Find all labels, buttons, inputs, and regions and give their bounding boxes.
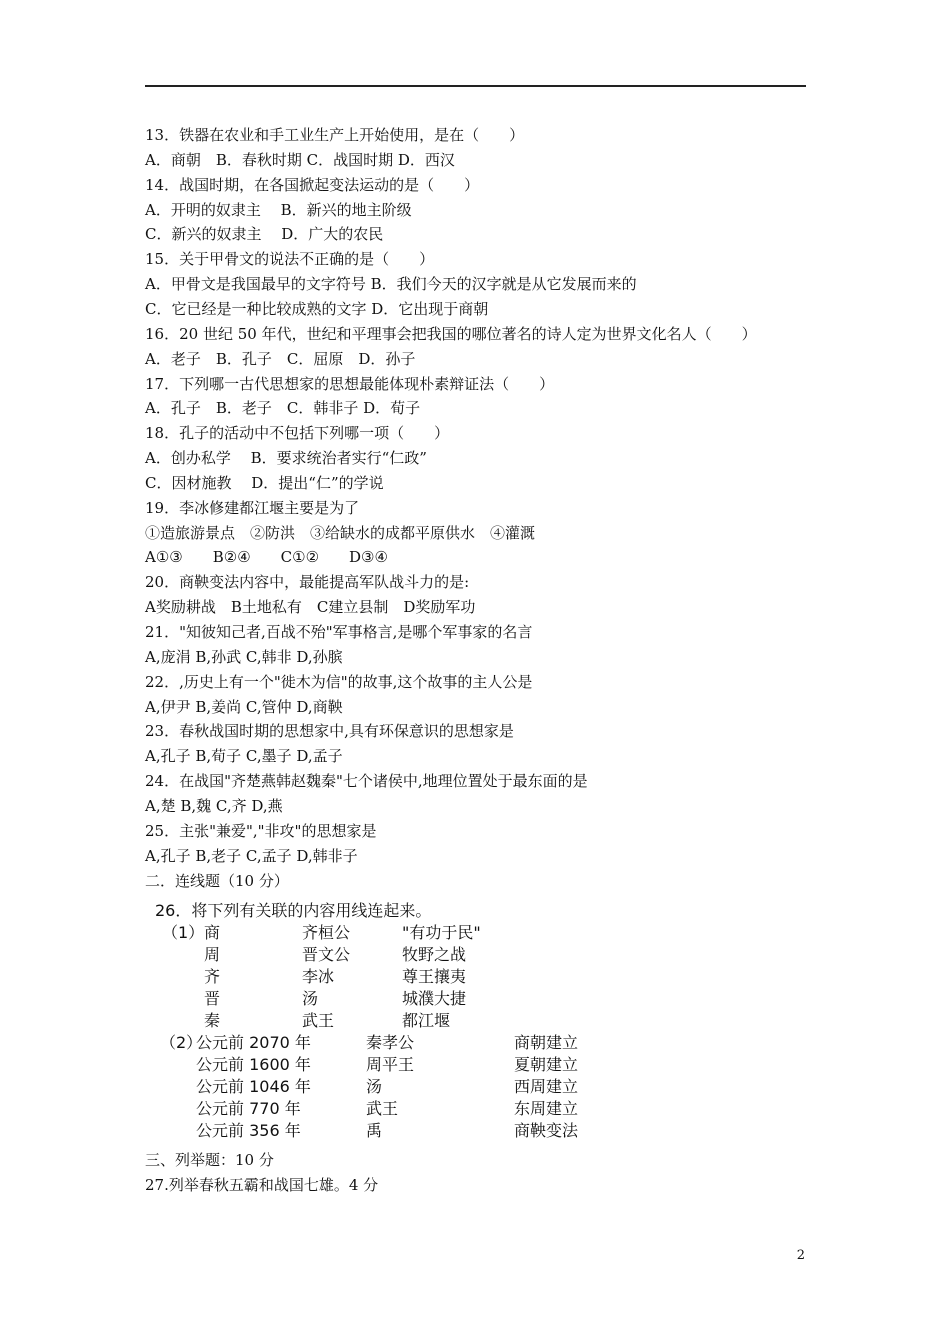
part-1-item: 牧野之战	[402, 945, 467, 964]
text-line: 22．,历史上有一个"徙木为信"的故事,这个故事的主人公是	[145, 672, 533, 691]
text-line: 24．在战国"齐楚燕韩赵魏秦"七个诸侯中,地理位置处于最东面的是	[145, 772, 588, 791]
part-1-label: （1）	[162, 923, 205, 942]
text-line: A奖励耕战 B土地私有 C建立县制 D奖励军功	[145, 598, 476, 617]
part-2-item: 汤	[366, 1077, 383, 1096]
page-number: 2	[796, 1248, 805, 1263]
part-2-item: 商朝建立	[514, 1033, 579, 1052]
text-line: A．创办私学 B．要求统治者实行“仁政”	[145, 449, 427, 468]
text-line: 16．20 世纪 50 年代，世纪和平理事会把我国的哪位著名的诗人定为世界文化名人（ ）	[145, 324, 757, 343]
part-1-item: 齐桓公	[302, 923, 351, 942]
part-2-item: 公元前 1600 年	[196, 1055, 311, 1074]
text-line: A,楚 B,魏 C,齐 D,燕	[145, 796, 283, 815]
part-1-item: 尊王攘夷	[402, 967, 467, 986]
part-2-item: 公元前 2070 年	[196, 1033, 311, 1052]
text-line: ①造旅游景点 ②防洪 ③给缺水的成都平原供水 ④灌溉	[145, 523, 536, 542]
part-1-item: 晋	[204, 989, 221, 1008]
question-27: 27.列举春秋五霸和战国七雄。4 分	[145, 1176, 379, 1194]
text-line: 13．铁器在农业和手工业生产上开始使用，是在（ ）	[145, 126, 525, 144]
part-1-item: 武王	[302, 1011, 335, 1030]
text-line: 20．商鞅变法内容中，最能提高军队战斗力的是:	[145, 573, 470, 592]
text-line: 15．关于甲骨文的说法不正确的是（ ）	[145, 250, 435, 269]
part-2-item: 公元前 356 年	[196, 1121, 301, 1140]
text-line: 14．战国时期，在各国掀起变法运动的是（ ）	[145, 175, 480, 194]
part-2-item: 秦孝公	[366, 1033, 415, 1052]
text-line: A,孔子 B,荀子 C,墨子 D,孟子	[145, 747, 343, 766]
text-line: 23．春秋战国时期的思想家中,具有环保意识的思想家是	[145, 722, 514, 741]
text-line: A,伊尹 B,姜尚 C,管仲 D,商鞅	[145, 697, 343, 716]
text-line: A,庞涓 B,孙武 C,韩非 D,孙膑	[145, 647, 343, 666]
part-2-item: 武王	[366, 1099, 399, 1118]
text-line: 18．孔子的活动中不包括下列哪一项（ ）	[145, 424, 450, 443]
part-1-item: 秦	[204, 1011, 221, 1030]
text-line: A．开明的奴隶主 B．新兴的地主阶级	[145, 200, 412, 219]
text-line: 19．李冰修建都江堰主要是为了	[145, 498, 360, 517]
part-2-item: 东周建立	[514, 1099, 579, 1118]
text-line: A．孔子 B．老子 C．韩非子 D．荀子	[145, 399, 421, 418]
part-1-item: 晋文公	[302, 945, 351, 964]
text-line: C．因材施教 D．提出“仁”的学说	[145, 473, 384, 492]
text-line: C．它已经是一种比较成熟的文字 D．它出现于商朝	[145, 299, 489, 318]
text-line: A①③ B②④ C①② D③④	[145, 548, 388, 567]
part-2-item: 夏朝建立	[514, 1055, 579, 1074]
text-line: A．甲骨文是我国最早的文字符号 B．我们今天的汉字就是从它发展而来的	[145, 275, 637, 294]
header-rule	[145, 85, 806, 87]
part-2-label: （2）	[160, 1033, 203, 1052]
part-2-item: 西周建立	[514, 1077, 579, 1096]
part-2-item: 周平王	[366, 1055, 415, 1074]
part-1-item: 周	[204, 945, 221, 964]
text-line: C．新兴的奴隶主 D．广大的农民	[145, 225, 384, 244]
part-1-item: "有功于民"	[402, 923, 481, 942]
part-2-item: 公元前 770 年	[196, 1099, 301, 1118]
part-1-item: 汤	[302, 989, 319, 1008]
text-line: A,孔子 B,老子 C,孟子 D,韩非子	[145, 846, 358, 865]
section-3-heading: 三、列举题：10 分	[145, 1151, 274, 1169]
part-1-item: 齐	[204, 967, 221, 986]
text-line: A．老子 B．孔子 C．屈原 D．孙子	[145, 349, 416, 368]
part-2-item: 禹	[366, 1121, 383, 1140]
text-line: A．商朝 B．春秋时期 C．战国时期 D．西汉	[145, 150, 455, 169]
text-line: 25．主张"兼爱","非攻"的思想家是	[145, 821, 377, 840]
part-1-item: 李冰	[302, 967, 335, 986]
part-2-item: 商鞅变法	[514, 1121, 579, 1140]
matching-instruction: 26．将下列有关联的内容用线连起来。	[155, 901, 432, 920]
text-line: 17．下列哪一古代思想家的思想最能体现朴素辩证法（ ）	[145, 374, 555, 393]
part-1-item: 城濮大捷	[402, 989, 467, 1008]
text-line: 21．"知彼知己者,百战不殆"军事格言,是哪个军事家的名言	[145, 623, 533, 641]
part-1-item: 都江堰	[402, 1011, 451, 1030]
part-1-item: 商	[204, 923, 221, 942]
part-2-item: 公元前 1046 年	[196, 1077, 311, 1096]
text-line: 二．连线题（10 分）	[145, 871, 289, 890]
